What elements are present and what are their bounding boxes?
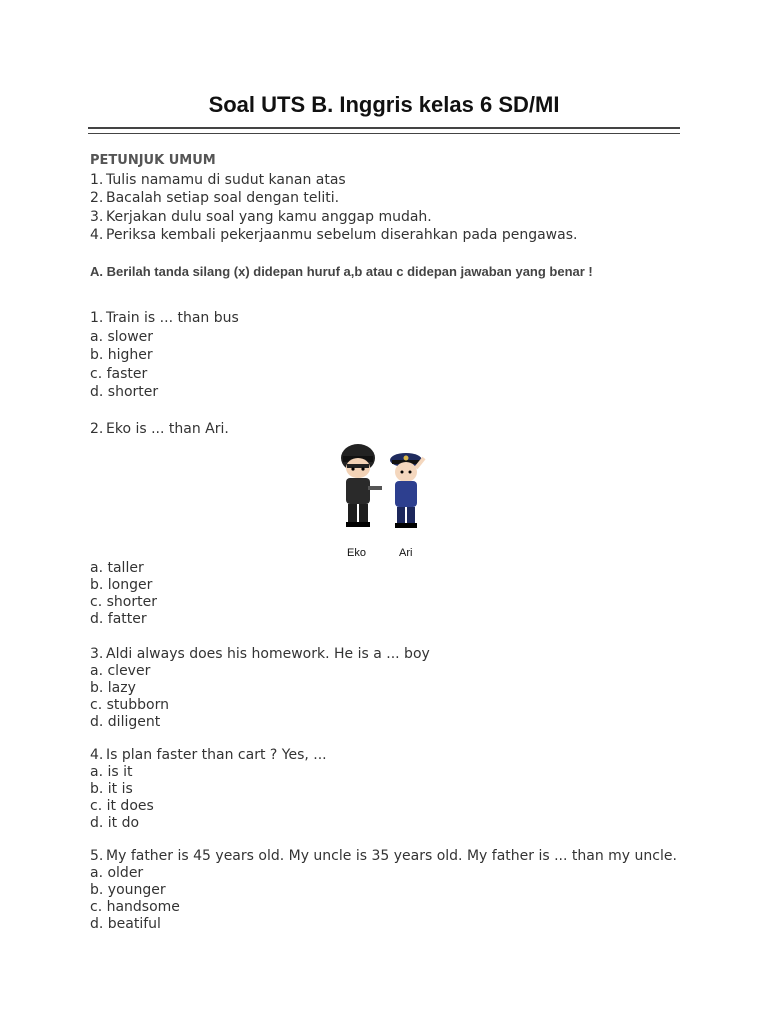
answer-option: b. lazy [90, 680, 136, 696]
instruction-item: 2. Bacalah setiap soal dengan teliti. [90, 190, 340, 206]
answer-option: a. is it [90, 764, 133, 780]
question-4 [90, 747, 690, 832]
answer-option: b. higher [90, 347, 153, 363]
question-3 [90, 646, 690, 731]
answer-option: a. older [90, 865, 144, 881]
instructions-list [90, 171, 690, 245]
instruction-item: 4. Periksa kembali pekerjaanmu sebelum diserahkan pada pengawas. [90, 227, 578, 243]
eko-ari-illustration [90, 442, 690, 560]
answer-option: c. shorter [90, 594, 157, 610]
answer-option: b. longer [90, 577, 153, 593]
answer-option: d. beatiful [90, 916, 161, 932]
title-divider [88, 127, 680, 134]
answer-option: c. handsome [90, 899, 180, 915]
answer-option: b. younger [90, 882, 166, 898]
answer-option: d. shorter [90, 384, 159, 400]
question-5 [90, 848, 690, 933]
ari-label: Ari [399, 547, 413, 559]
question-1 [90, 309, 690, 402]
answer-option: b. it is [90, 781, 133, 797]
answer-option: c. it does [90, 798, 154, 814]
answer-option: d. it do [90, 815, 140, 831]
question-text: 1. Train is ... than bus [90, 310, 239, 326]
answer-option: d. diligent [90, 714, 161, 730]
instruction-item: 3. Kerjakan dulu soal yang kamu anggap mudah. [90, 208, 432, 225]
instruction-item: 1. Tulis namamu di sudut kanan atas [90, 171, 346, 188]
answer-option: a. taller [90, 560, 144, 576]
question-text: 4. Is plan faster than cart ? Yes, ... [90, 747, 327, 763]
instructions-heading: PETUNJUK UMUM [90, 153, 216, 168]
answer-option: a. slower [90, 328, 154, 345]
section-a-instruction: A. Berilah tanda silang (x) didepan huruf a,b atau c didepan jawaban yang benar ! [90, 263, 593, 279]
question-text: 2. Eko is ... than Ari. [90, 420, 229, 437]
question-text: 5. My father is 45 years old. My uncle is 35 years old. My father is ... than my uncle. [90, 848, 677, 864]
question-2 [90, 420, 690, 629]
answer-option: c. stubborn [90, 697, 169, 713]
answer-option: c. faster [90, 365, 148, 382]
eko-label: Eko [347, 547, 366, 559]
question-text: 3. Aldi always does his homework. He is a ... boy [90, 646, 430, 662]
page-title: Soal UTS B. Inggris kelas 6 SD/MI [208, 92, 560, 117]
soldier-and-police-icon [90, 442, 690, 560]
answer-option: d. fatter [90, 611, 147, 627]
answer-option: a. clever [90, 663, 151, 679]
document-body [90, 152, 690, 933]
